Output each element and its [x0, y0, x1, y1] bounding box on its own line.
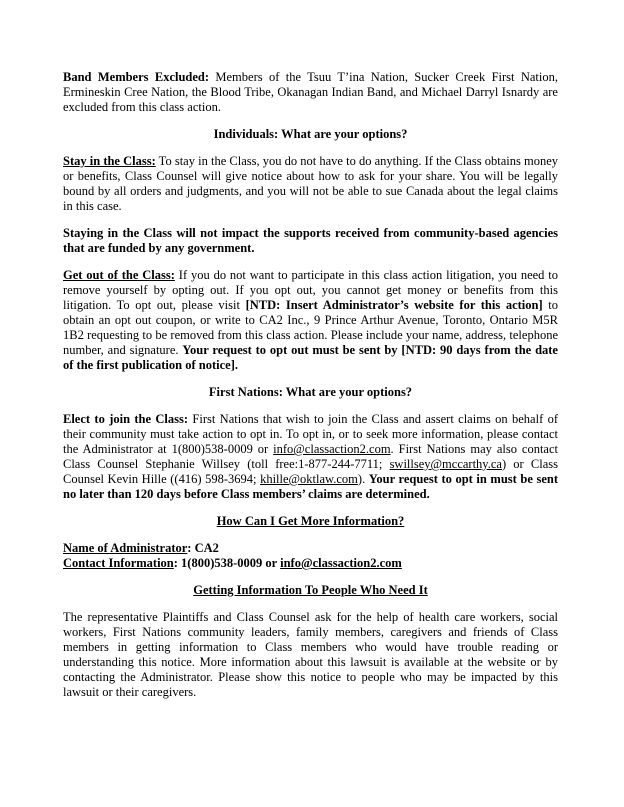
paragraph-elect-to-join: [63, 412, 558, 502]
band-members-excluded-text: Members of the Tsuu T’ina Nation, Sucker Creek First Nation, Ermineskin Cree Nation, the Blood Tribe, Okanagan Indian Band, and Michael Darryl Isnardy are excluded from this class action.: [63, 70, 558, 114]
email-link-administrator[interactable]: info@classaction2.com: [273, 442, 391, 456]
opt-in-deadline: Your request to opt in must be sent no later than 120 days before Class members’ claims are determined.: [63, 472, 558, 501]
opt-out-deadline: Your request to opt out must be sent by [NTD: 90 days from the date of the first publication of notice].: [63, 343, 558, 372]
administrator-name-label: Name of Administrator: [63, 541, 188, 555]
heading-getting-information: Getting Information To People Who Need It: [193, 583, 428, 597]
administrator-name-value: : CA2: [187, 541, 219, 555]
elect-text-3: ) or Class Counsel Kevin Hille ((416) 598-3694;: [63, 457, 558, 486]
contact-information-value: : 1(800)538-0009 or: [173, 556, 281, 570]
contact-information-line: [63, 556, 558, 571]
get-out-text-1: If you do not want to participate in this class action litigation, you need to remove yourself by opting out. If you opt out, you cannot get money or benefits from this litigation. To opt out, please visit: [63, 268, 558, 312]
email-link-willsey[interactable]: swillsey@mccarthy.ca: [389, 457, 502, 471]
ntd-website-placeholder: [NTD: Insert Administrator’s website for this action]: [245, 298, 543, 312]
heading-individuals-options: Individuals: What are your options?: [213, 127, 408, 141]
contact-information-label: Contact Information: [63, 556, 174, 570]
get-out-text-2: to obtain an opt out coupon, or write to CA2 Inc., 9 Prince Arthur Avenue, Toronto, Ontario M5R 1B2 requesting to be removed from this class action. Please include your name, address, telephone number, and signature.: [63, 298, 558, 357]
elect-text-2: . First Nations may also contact Class Counsel Stephanie Willsey (toll free:1-877-244-7711;: [63, 442, 558, 471]
administrator-name-line: [63, 541, 558, 556]
paragraph-get-out-of-class: [63, 268, 558, 373]
elect-to-join-label: Elect to join the Class:: [63, 412, 189, 426]
email-link-contact[interactable]: info@classaction2.com: [280, 556, 402, 570]
stay-in-class-text: To stay in the Class, you do not have to do anything. If the Class obtains money or benefits, Class Counsel will give notice about how to ask for your share. You will be legally bound by all orders and judgments, and you will not be able to sue Canada about the legal claims in this case.: [63, 154, 558, 213]
elect-text-4: ).: [357, 472, 369, 486]
heading-more-information: How Can I Get More Information?: [216, 514, 405, 528]
elect-text-1: First Nations that wish to join the Class and assert claims on behalf of their community must take action to opt in. To opt in, or to seek more information, please contact the Administrator at 1(800)538-0009 or: [63, 412, 558, 456]
paragraph-band-members-excluded: [63, 70, 558, 115]
paragraph-staying-note: Staying in the Class will not impact the supports received from community-based agencies that are funded by any government.: [63, 226, 558, 255]
get-out-label: Get out of the Class:: [63, 268, 175, 282]
band-members-excluded-label: Band Members Excluded:: [63, 70, 210, 84]
heading-first-nations-options: First Nations: What are your options?: [208, 385, 413, 399]
email-link-hille[interactable]: khille@oktlaw.com: [260, 472, 358, 486]
stay-in-class-label: Stay in the Class:: [63, 154, 156, 168]
paragraph-stay-in-class: [63, 154, 558, 214]
paragraph-outreach: The representative Plaintiffs and Class Counsel ask for the help of health care workers, social workers, First Nations community leaders, family members, caregivers and friends of Class members in getting information to Class members who would have trouble reading or understanding this notice. More information about this lawsuit is available at the website or by contacting the Administrator. Please show this notice to people who may be impacted by this lawsuit or their caregivers.: [63, 610, 558, 699]
